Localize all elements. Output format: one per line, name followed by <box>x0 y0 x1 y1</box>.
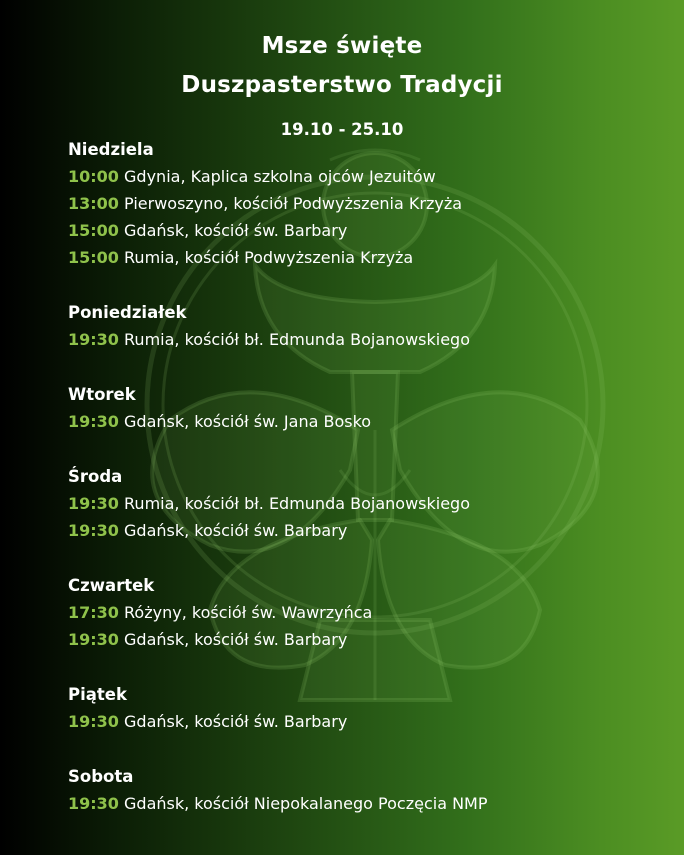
mass-entry <box>68 599 668 626</box>
mass-entry <box>68 790 668 817</box>
day-section-piatek <box>68 681 668 735</box>
page-title: Msze święte <box>261 33 423 59</box>
mass-entry <box>68 217 668 244</box>
day-section-poniedzialek <box>68 299 668 353</box>
mass-location: Gdańsk, kościół św. Jana Bosko <box>124 412 372 431</box>
day-section-sobota <box>68 763 668 817</box>
day-heading: Środa <box>68 467 123 486</box>
mass-time: 19:30 <box>68 494 119 513</box>
mass-entry <box>68 190 668 217</box>
mass-entry <box>68 517 668 544</box>
day-section-czwartek <box>68 572 668 653</box>
mass-time: 15:00 <box>68 248 119 267</box>
date-range: 19.10 - 25.10 <box>280 120 404 139</box>
mass-location: Rumia, kościół Podwyższenia Krzyża <box>124 248 414 267</box>
mass-entry <box>68 326 668 353</box>
mass-location: Różyny, kościół św. Wawrzyńca <box>124 603 373 622</box>
mass-location: Gdańsk, kościół św. Barbary <box>124 221 348 240</box>
schedule-list <box>68 136 668 817</box>
day-heading: Piątek <box>68 685 127 704</box>
mass-time: 19:30 <box>68 330 119 349</box>
page-subtitle: Duszpasterstwo Tradycji <box>181 72 503 98</box>
day-heading: Niedziela <box>68 140 154 159</box>
mass-location: Rumia, kościół bł. Edmunda Bojanowskiego <box>124 494 470 513</box>
day-heading: Czwartek <box>68 576 155 595</box>
mass-time: 13:00 <box>68 194 119 213</box>
day-section-niedziela <box>68 136 668 271</box>
mass-location: Gdańsk, kościół św. Barbary <box>124 712 348 731</box>
mass-location: Gdańsk, kościół św. Barbary <box>124 630 348 649</box>
mass-entry <box>68 244 668 271</box>
mass-time: 19:30 <box>68 521 119 540</box>
mass-time: 19:30 <box>68 794 119 813</box>
mass-time: 19:30 <box>68 630 119 649</box>
mass-time: 15:00 <box>68 221 119 240</box>
mass-time: 19:30 <box>68 712 119 731</box>
mass-entry <box>68 626 668 653</box>
mass-location: Gdynia, Kaplica szkolna ojców Jezuitów <box>124 167 436 186</box>
day-section-sroda <box>68 463 668 544</box>
mass-time: 10:00 <box>68 167 119 186</box>
mass-time: 19:30 <box>68 412 119 431</box>
day-heading: Sobota <box>68 767 134 786</box>
day-heading: Poniedziałek <box>68 303 187 322</box>
mass-location: Pierwoszyno, kościół Podwyższenia Krzyża <box>124 194 463 213</box>
mass-entry <box>68 490 668 517</box>
day-section-wtorek <box>68 381 668 435</box>
mass-location: Gdańsk, kościół Niepokalanego Poczęcia NMP <box>124 794 488 813</box>
mass-entry <box>68 408 668 435</box>
day-heading: Wtorek <box>68 385 136 404</box>
mass-entry <box>68 708 668 735</box>
mass-location: Gdańsk, kościół św. Barbary <box>124 521 348 540</box>
mass-time: 17:30 <box>68 603 119 622</box>
mass-entry <box>68 163 668 190</box>
mass-location: Rumia, kościół bł. Edmunda Bojanowskiego <box>124 330 470 349</box>
